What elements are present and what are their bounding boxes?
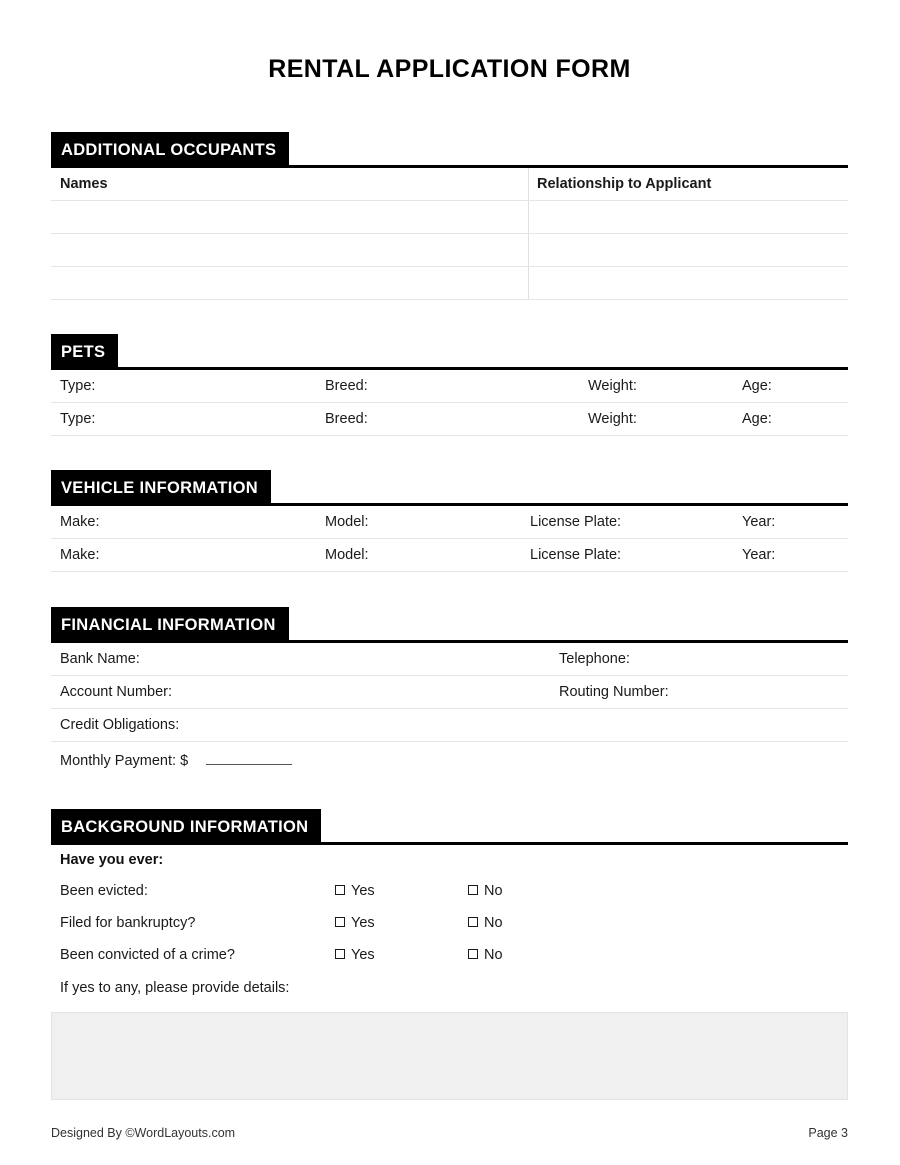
section-header-financial-information [51,607,848,643]
section-tag-wrap [51,607,289,643]
section-financial-information [51,607,848,780]
section-title-vehicle-information: VEHICLE INFORMATION [51,470,271,506]
occupants-column-header-names: Names [60,176,108,192]
section-tag-wrap [51,809,321,845]
checkbox-convicted-yes[interactable] [335,939,375,971]
section-tag-wrap [51,470,271,506]
pet-type-label-1: Type: [60,378,96,394]
checkbox-label-no: No [484,915,503,931]
footer-page-number: Page 3 [808,1126,848,1140]
checkbox-convicted-no[interactable] [468,939,503,971]
monthly-payment-input[interactable] [199,742,292,780]
vehicle-model-label-1: Model: [325,514,369,530]
routing-number-label: Routing Number: [559,684,669,700]
checkbox-label-no: No [484,947,503,963]
question-row-evicted [51,875,848,907]
checkbox-bankruptcy-no[interactable] [468,907,503,939]
pet-row-1[interactable] [51,370,848,403]
checkbox-label-no: No [484,883,503,899]
vehicle-row-1[interactable] [51,506,848,539]
checkbox-bankruptcy-yes[interactable] [335,907,375,939]
question-row-convicted [51,939,848,971]
financial-row-bank[interactable] [51,643,848,676]
monthly-payment-blank-line[interactable] [206,750,292,765]
section-header-additional-occupants [51,132,848,168]
vehicle-plate-label-2: License Plate: [530,547,622,563]
checkbox-label-yes: Yes [351,883,375,899]
occupants-column-divider [528,168,529,200]
financial-row-account[interactable] [51,676,848,709]
checkbox-label-yes: Yes [351,947,375,963]
section-header-vehicle-information [51,470,848,506]
checkbox-evicted-no[interactable] [468,875,503,907]
section-background-information [51,809,848,1100]
vehicle-plate-label-1: License Plate: [530,514,622,530]
occupants-column-divider [528,234,529,266]
footer-credit: Designed By ©WordLayouts.com [51,1126,236,1140]
monthly-payment-label: Monthly Payment: $ [60,753,189,769]
vehicle-year-label-1: Year: [742,514,776,530]
table-row[interactable] [51,267,848,300]
vehicle-model-label-2: Model: [325,547,369,563]
section-title-additional-occupants: ADDITIONAL OCCUPANTS [51,132,289,168]
account-number-label: Account Number: [60,684,173,700]
vehicle-row-2[interactable] [51,539,848,572]
section-title-financial-information: FINANCIAL INFORMATION [51,607,289,643]
section-title-pets: PETS [51,334,118,370]
details-prompt: If yes to any, please provide details: [60,980,290,996]
checkbox-label-yes: Yes [351,915,375,931]
vehicle-make-label-2: Make: [60,547,100,563]
section-tag-wrap [51,334,118,370]
question-label-convicted: Been convicted of a crime? [60,947,235,963]
question-row-bankruptcy [51,907,848,939]
section-pets [51,334,848,436]
background-lead-text: Have you ever: [60,852,164,868]
table-row[interactable] [51,234,848,267]
checkbox-icon[interactable] [335,885,345,895]
credit-obligations-label: Credit Obligations: [60,717,180,733]
pet-weight-label-1: Weight: [588,378,637,394]
occupants-column-divider [528,267,529,299]
question-label-bankruptcy: Filed for bankruptcy? [60,915,196,931]
section-title-background-information: BACKGROUND INFORMATION [51,809,321,845]
bank-name-label: Bank Name: [60,651,140,667]
section-header-background-information [51,809,848,845]
occupants-table-header-row [51,168,848,201]
telephone-label: Telephone: [559,651,630,667]
occupants-table [51,168,848,300]
checkbox-icon[interactable] [335,949,345,959]
section-vehicle-information [51,470,848,572]
financial-row-credit[interactable] [51,709,848,742]
pet-breed-label-1: Breed: [325,378,368,394]
occupants-column-divider [528,201,529,233]
page-title: RENTAL APPLICATION FORM [268,55,631,83]
checkbox-icon[interactable] [468,917,478,927]
section-additional-occupants [51,132,848,300]
checkbox-evicted-yes[interactable] [335,875,375,907]
pet-age-label-2: Age: [742,411,772,427]
vehicle-make-label-1: Make: [60,514,100,530]
section-tag-wrap [51,132,289,168]
table-row[interactable] [51,201,848,234]
vehicle-year-label-2: Year: [742,547,776,563]
pet-weight-label-2: Weight: [588,411,637,427]
checkbox-icon[interactable] [468,949,478,959]
occupants-column-header-relationship: Relationship to Applicant [537,176,712,192]
details-textarea[interactable] [51,1012,848,1100]
pet-breed-label-2: Breed: [325,411,368,427]
checkbox-icon[interactable] [335,917,345,927]
pet-row-2[interactable] [51,403,848,436]
pet-type-label-2: Type: [60,411,96,427]
financial-row-monthly-payment[interactable] [51,742,848,780]
question-label-evicted: Been evicted: [60,883,148,899]
section-header-pets [51,334,848,370]
checkbox-icon[interactable] [468,885,478,895]
pet-age-label-1: Age: [742,378,772,394]
